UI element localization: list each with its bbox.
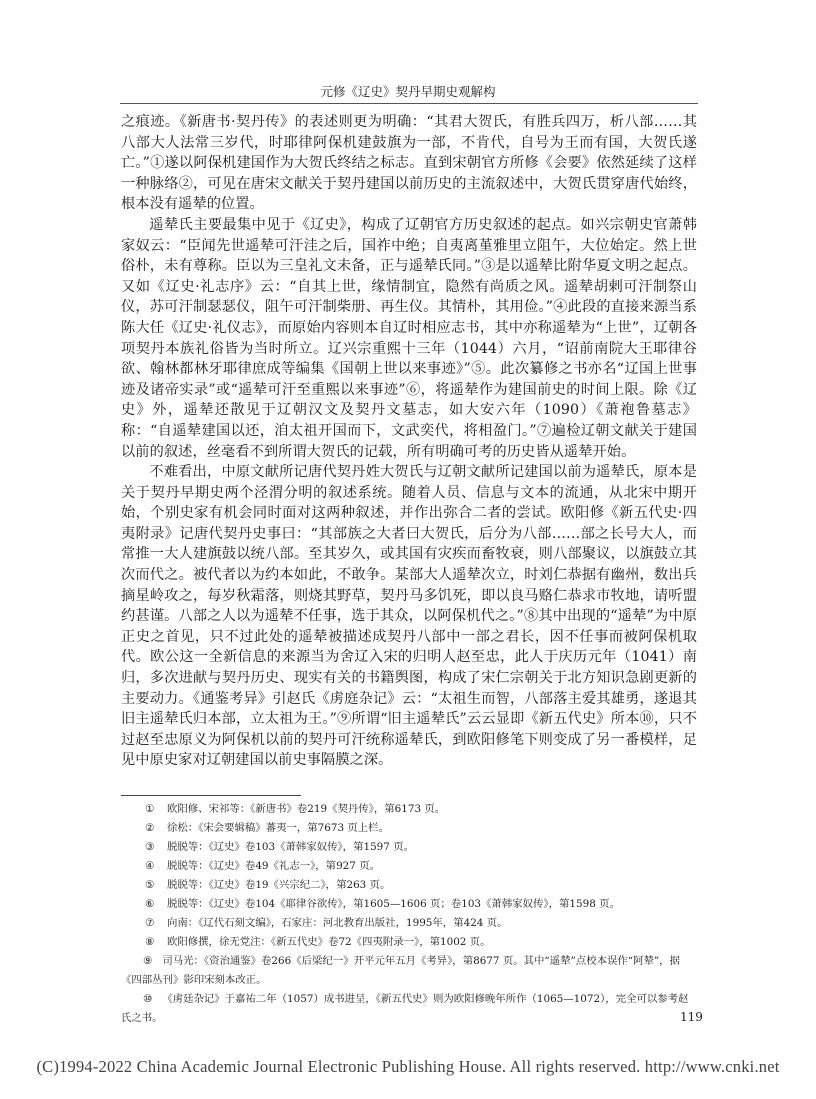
paragraph: 不难看出，中原文献所记唐代契丹姓大贺氏与辽朝文献所记建国以前为遥辇氏，原本是关于契丹早期史两个泾渭分明的叙述系统。随着人员、信息与文本的流通，从北宋中期开始，个别史家有机会同时面对这两种叙述，并作出弥合二者的尝试。欧阳修《新五代史·四夷附录》记唐代契丹史事曰：“其部族之大者曰大贺氏，后分为八部……部之长号大人，而常推一大人建旗鼓以统八部。至其岁久，或其国有灾疾而畜牧衰，则八部聚议，以旗鼓立其次而代之。被代者以为约本如此，不敢争。某部大人遥辇次立，时刘仁恭据有幽州，数出兵摘星岭攻之，每岁秋霜落，则烧其野草，契丹马多饥死，即以良马赂仁恭求市牧地，请听盟约甚谨。八部之人以为遥辇不任事，选于其众，以阿保机代之。”⑧其中出现的“遥辇”为中原正史之首见，只不过此处的遥辇被描述成契丹八部中一部之君长，因不任事而被阿保机取代。欧公这一全新信息的来源当为舍辽入宋的归明人赵至忠，此人于庆历元年（1041）南归，多次进献与契丹历史、现实有关的书籍舆图，构成了宋仁宗朝关于北方知识急剧更新的主要动力。《通鉴考异》引赵氏《虏庭杂记》云：“太祖生而智，八部落主爱其雄勇，遂退其旧主遥辇氏归本部，立太祖为王。”⑨所谓“旧主遥辇氏”云云显即《新五代史》所本⑩，只不过赵至忠原义为阿保机以前的契丹可汗统称遥辇氏，到欧阳修笔下则变成了另一番模样，足见中原史家对辽朝建国以前史事隔膜之深。 (121, 464, 697, 769)
footnote-number: ④ (145, 860, 155, 872)
footnote-number: ⑦ (145, 917, 155, 929)
footnote-text: 欧阳修撰，徐无党注：《新五代史》卷72《四夷附录一》，第1002 页。 (167, 936, 491, 948)
footnotes (121, 800, 697, 1028)
header-divider (120, 103, 698, 104)
copyright-footer: (C)1994-2022 China Academic Journal Electronic Publishing House. All rights reserved. http://www.cnki.net (36, 1057, 780, 1076)
footnote-number: ② (145, 822, 155, 834)
footnote (121, 838, 697, 857)
footnote-text: 脱脱等：《辽史》卷19《兴宗纪二》，第263 页。 (167, 879, 391, 891)
paragraph: 之痕迹。《新唐书·契丹传》的表述则更为明确：“其君大贺氏，有胜兵四万，析八部……其八部大人法常三岁代，时耶律阿保机建鼓旗为一部，不肯代，自号为王而有国，大贺氏遂亡。”①遂以阿保机建国作为大贺氏终结之标志。直到宋朝官方所修《会要》依然延续了这样一种脉络②，可见在唐宋文献关于契丹建国以前历史的主流叙述中，大贺氏贯穿唐代始终，根本没有遥辇的位置。 (121, 114, 697, 213)
running-header: 元修《辽史》契丹早期史观解构 (320, 84, 496, 99)
footnote (121, 857, 697, 876)
footnote (121, 800, 697, 819)
page-number: 119 (680, 1010, 703, 1024)
main-text (121, 112, 697, 771)
footnote (121, 914, 697, 933)
footnote-number: ① (145, 803, 155, 815)
footnote-number: ⑩ (143, 993, 153, 1005)
footnote-number: ⑨ (143, 955, 153, 967)
footnote (121, 819, 697, 838)
footnote-text: 司马光：《资治通鉴》卷266《后梁纪一》开平元年五月《考异》，第8677 页。其中“遥辇”点校本误作“阿辇”，据《四部丛刊》影印宋刻本改正。 (121, 955, 680, 986)
footnote-number: ③ (145, 841, 155, 853)
footnote (121, 952, 697, 990)
footnote-text: 《虏廷杂记》于嘉祐二年（1057）成书进呈，《新五代史》则为欧阳修晚年所作（1065—1072），完全可以参考赵氏之书。 (121, 993, 689, 1024)
footnote (121, 990, 697, 1028)
footnote-text: 欧阳修、宋祁等：《新唐书》卷219《契丹传》，第6173 页。 (167, 803, 446, 815)
footnote-text: 脱脱等：《辽史》卷104《耶律谷欲传》，第1605—1606 页；卷103《萧韩家奴传》，第1598 页。 (167, 898, 620, 910)
footnote (121, 876, 697, 895)
footnote-text: 脱脱等：《辽史》卷49《礼志一》，第927 页。 (167, 860, 380, 872)
footnote-number: ⑥ (145, 898, 155, 910)
paragraph: 遥辇氏主要最集中见于《辽史》，构成了辽朝官方历史叙述的起点。如兴宗朝史官萧韩家奴云：“臣闻先世遥辇可汗洼之后，国祚中绝；自夷离堇雅里立阻午，大位始定。然上世俗朴，未有尊称。臣以为三皇礼文未备，正与遥辇氏同。”③是以遥辇比附华夏文明之起点。又如《辽史·礼志序》云：“自其上世，缘情制宜，隐然有尚质之风。遥辇胡剌可汗制祭山仪，苏可汗制瑟瑟仪，阻午可汗制柴册、再生仪。其情朴，其用俭。”④此段的直接来源当系陈大任《辽史·礼仪志》，而原始内容则本自辽时相应志书，其中亦称遥辇为“上世”，辽朝各项契丹本族礼俗皆为当时所立。辽兴宗重熙十三年（1044）六月，“诏前南院大王耶律谷欲、翰林都林牙耶律庶成等编集《国朝上世以来事迹》”⑤。此次纂修之书亦名“辽国上世事迹及诸帝实录”或“遥辇可汗至重熙以来事迹”⑥，将遥辇作为建国前史的时间上限。除《辽史》外，遥辇还散见于辽朝汉文及契丹文墓志，如大安六年（1090）《萧袍鲁墓志》称：“自遥辇建国以还，洎太祖开国而下，文武奕代，将相盈门。”⑦遍检辽朝文献关于建国以前的叙述，丝毫看不到所谓大贺氏的记载，所有明确可考的历史皆从遥辇开始。 (121, 216, 697, 460)
footnote (121, 933, 697, 952)
footnote-number: ⑧ (145, 936, 155, 948)
footnote-text: 向南：《辽代石刻文编》，石家庄：河北教育出版社，1995年，第424 页。 (167, 917, 508, 929)
footnote-divider (121, 795, 301, 796)
footnote-text: 脱脱等：《辽史》卷103《萧韩家奴传》，第1597 页。 (167, 841, 414, 853)
footnote (121, 895, 697, 914)
footnote-number: ⑤ (145, 879, 155, 891)
footnote-text: 徐松：《宋会要辑稿》蕃夷一，第7673 页上栏。 (167, 822, 389, 834)
